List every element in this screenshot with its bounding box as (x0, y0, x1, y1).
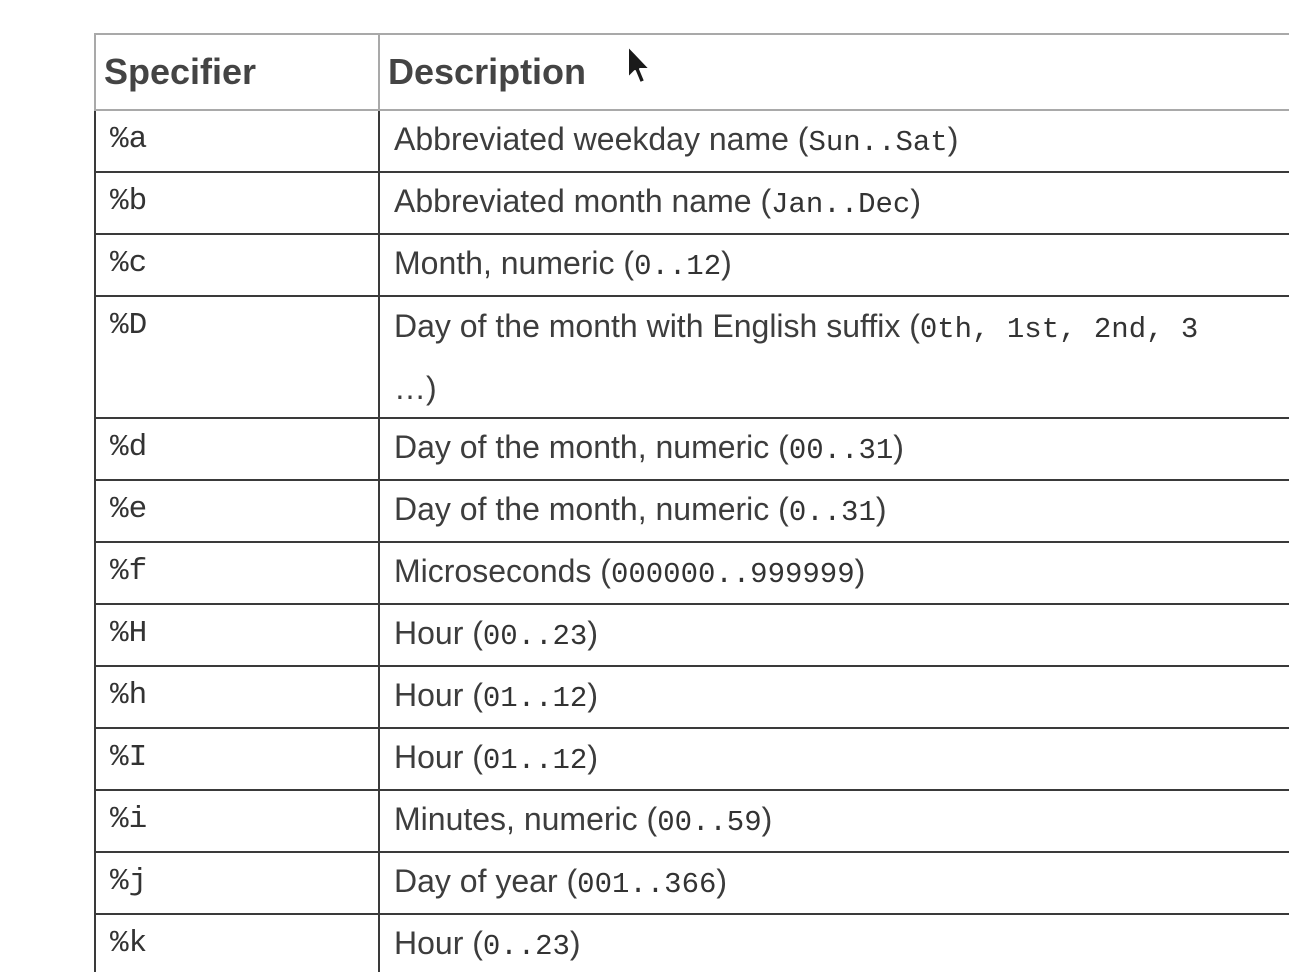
description-text: Hour ( (394, 677, 483, 713)
description-close: ) (910, 183, 921, 219)
description-close: …) (394, 370, 437, 406)
description-code: 0..31 (788, 496, 876, 529)
table-row (95, 914, 1289, 972)
specifier-cell: %e (95, 480, 379, 542)
table-row (95, 418, 1289, 480)
format-specifier-table (94, 33, 1289, 972)
description-text: Day of the month with English suffix ( (394, 308, 920, 344)
description-cell (379, 604, 1289, 666)
description-text: Day of the month, numeric ( (394, 491, 789, 527)
description-code: 00..59 (657, 806, 762, 839)
table-row (95, 110, 1289, 172)
table-row (95, 728, 1289, 790)
table-row (95, 790, 1289, 852)
description-cell (379, 172, 1289, 234)
description-close: ) (893, 429, 904, 465)
description-code: 00..23 (482, 620, 588, 653)
description-cell (379, 852, 1289, 914)
specifier-cell: %d (95, 418, 379, 480)
description-close: ) (587, 739, 598, 775)
table-row (95, 234, 1289, 296)
description-cell (379, 728, 1289, 790)
description-code: 000000..999999 (610, 558, 855, 591)
table-row (95, 172, 1289, 234)
description-cell (379, 110, 1289, 172)
description-cell (379, 542, 1289, 604)
mouse-pointer-icon (624, 44, 654, 88)
description-text: Minutes, numeric ( (394, 801, 658, 837)
description-text: Microseconds ( (394, 553, 611, 589)
description-close: ) (947, 121, 959, 157)
specifier-cell: %I (95, 728, 379, 790)
description-text: Day of year ( (394, 863, 578, 899)
description-text: Abbreviated month name ( (394, 183, 772, 219)
description-column-header: Description (379, 34, 1289, 110)
description-text: Abbreviated weekday name ( (394, 121, 809, 157)
table-row (95, 542, 1289, 604)
description-text: Hour ( (394, 615, 483, 651)
specifier-cell: %a (95, 110, 379, 172)
description-code: 01..12 (482, 682, 588, 715)
specifier-cell: %b (95, 172, 379, 234)
table-row (95, 296, 1289, 418)
table-row (95, 666, 1289, 728)
description-close: ) (587, 677, 598, 713)
specifier-cell: %H (95, 604, 379, 666)
description-text: Hour ( (394, 739, 483, 775)
specifier-cell: %f (95, 542, 379, 604)
description-cell (379, 234, 1289, 296)
description-code: 01..12 (482, 744, 588, 777)
description-text: Day of the month, numeric ( (394, 429, 789, 465)
description-code: 001..366 (577, 868, 717, 901)
description-code: 00..31 (788, 434, 894, 467)
description-cell (379, 790, 1289, 852)
description-code: 0th, 1st, 2nd, 3 (919, 313, 1199, 346)
description-code: Jan..Dec (771, 188, 911, 221)
description-cell (379, 296, 1289, 418)
description-close: ) (721, 245, 732, 281)
description-code: 0..23 (482, 930, 570, 963)
description-cell (379, 418, 1289, 480)
specifier-cell: %j (95, 852, 379, 914)
specifier-cell: %D (95, 296, 379, 418)
description-cell (379, 666, 1289, 728)
description-close: ) (761, 801, 773, 837)
description-code: 0..12 (634, 250, 722, 283)
description-code: Sun..Sat (808, 126, 948, 159)
description-close: ) (854, 553, 866, 589)
description-close: ) (716, 863, 728, 899)
table-row (95, 852, 1289, 914)
description-text: Month, numeric ( (394, 245, 635, 281)
specifier-cell: %c (95, 234, 379, 296)
specifier-column-header: Specifier (95, 34, 379, 110)
description-close: ) (587, 615, 598, 651)
table-row (95, 604, 1289, 666)
description-close: ) (875, 491, 887, 527)
description-cell (379, 914, 1289, 972)
description-close: ) (569, 925, 581, 961)
description-text: Hour ( (394, 925, 483, 961)
specifier-cell: %k (95, 914, 379, 972)
description-cell (379, 480, 1289, 542)
table-header-row (95, 34, 1289, 110)
table-row (95, 480, 1289, 542)
specifier-cell: %h (95, 666, 379, 728)
specifier-cell: %i (95, 790, 379, 852)
